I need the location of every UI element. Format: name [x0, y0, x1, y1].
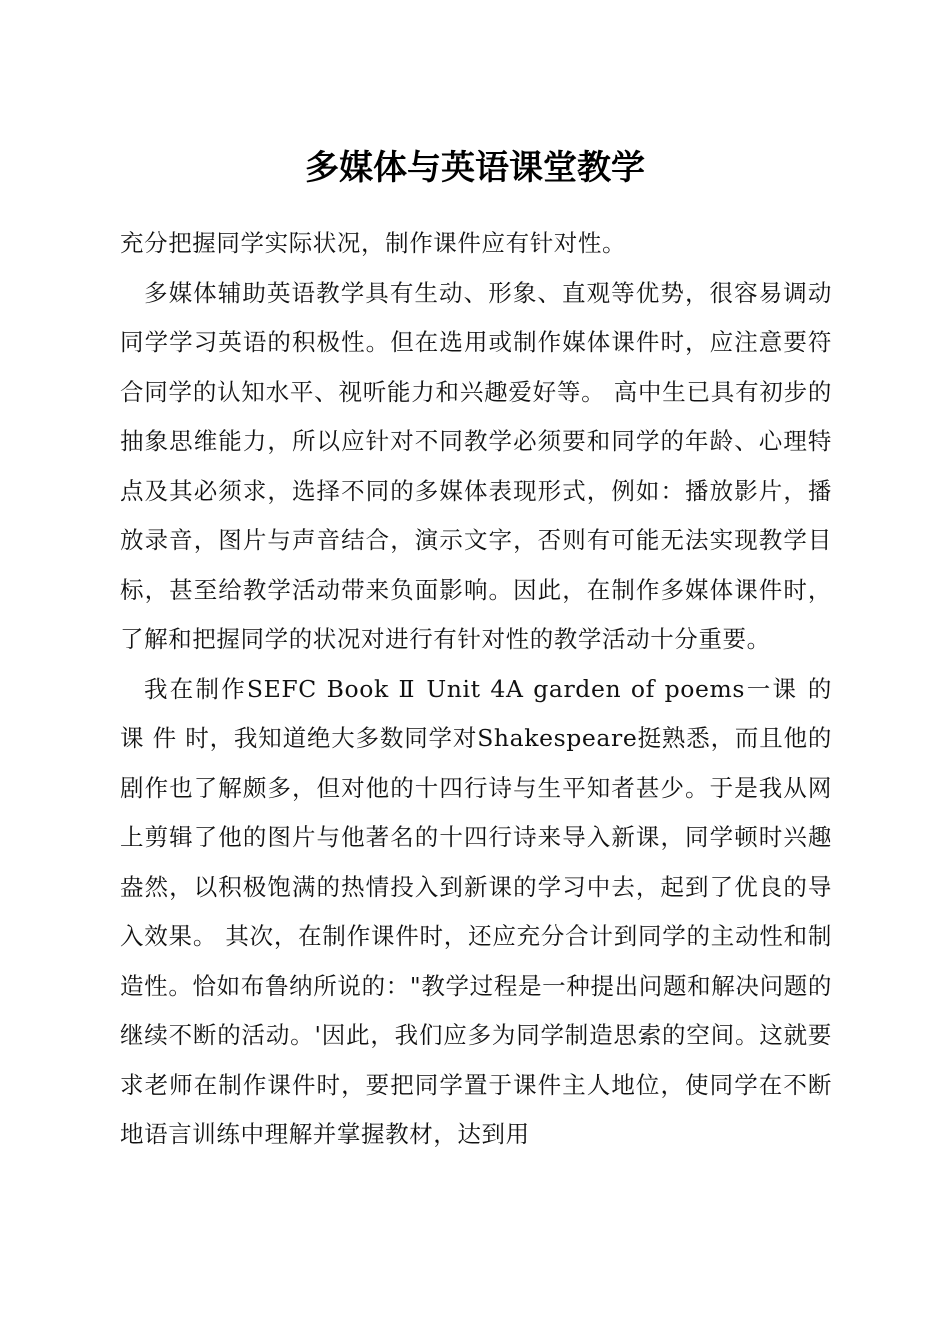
document-body	[120, 219, 832, 1160]
paragraph-intro: 充分把握同学实际状况，制作课件应有针对性。	[120, 229, 627, 257]
paragraph-multimedia-advantages: 多媒体辅助英语教学具有生动、形象、直观等优势，很容易调动同学学习英语的积极性。但在选用或制作媒体课件时，应注意要符合同学的认知水平、视听能力和兴趣爱好等。 高中生已具有初步的抽象思维能力，所以应针对不同教学必须要和同学的年龄、心理特点及其必须求，选择不同的多媒体表现形式，例如：播放影片，播放录音，图片与声音结合，演示文字，否则有可能无法实现教学目标，甚至给教学活动带来负面影响。因此，在制作多媒体课件时，了解和把握同学的状况对进行有针对性的教学活动十分重要。	[120, 278, 832, 653]
paragraph-courseware-example: 我在制作SEFC Book Ⅱ Unit 4A garden of poems一课 的 课 件 时，我知道绝大多数同学对Shakespeare挺熟悉，而且他的剧作也了解颇多，但对他的十四行诗与生平知者甚少。于是我从网上剪辑了他的图片与他著名的十四行诗来导入新课，同学顿时兴趣盎然，以积极饱满的热情投入到新课的学习中去，起到了优良的导入效果。 其次，在制作课件时，还应充分合计到同学的主动性和制造性。恰如布鲁纳所说的："教学过程是一种提出问题和解决问题的继续不断的活动。'因此，我们应多为同学制造思索的空间。这就要求老师在制作课件时，要把同学置于课件主人地位，使同学在不断地语言训练中理解并掌握教材，达到用	[120, 674, 832, 1148]
document-title: 多媒体与英语课堂教学	[305, 148, 645, 188]
